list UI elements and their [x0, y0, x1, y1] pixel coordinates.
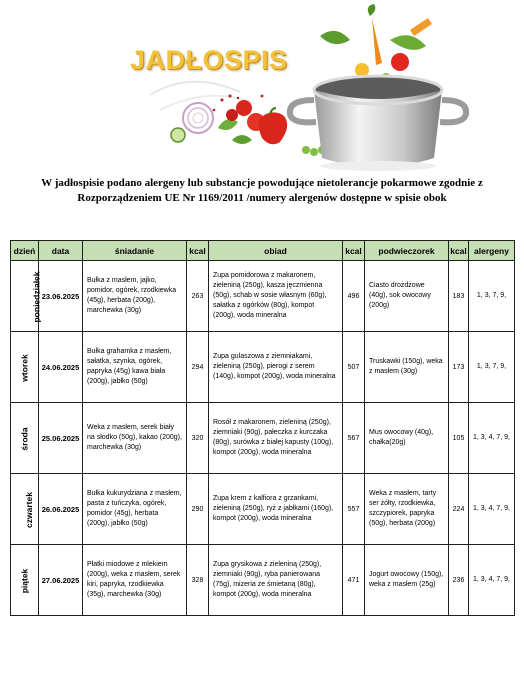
snack-kcal-cell: 173 — [449, 332, 469, 403]
date-cell: 27.06.2025 — [39, 545, 83, 616]
snack-kcal-cell: 236 — [449, 545, 469, 616]
header-lunch: obiad — [209, 241, 343, 261]
snack-cell: Jogurt owocowy (150g), weka z masłem (25g) — [365, 545, 449, 616]
table-row — [11, 403, 515, 474]
lunch-cell: Zupa krem z kalfiora z grzankami, zieleniną (250g), ryż z jabłkami (160g), kompot (200g), woda mineralna — [209, 474, 343, 545]
breakfast-kcal-cell: 328 — [187, 545, 209, 616]
header-kcal-breakfast: kcal — [187, 241, 209, 261]
day-label: czwartek — [23, 492, 34, 528]
lunch-cell: Zupa pomidorowa z makaronem, zieleniną (250g), kasza jęczmienna (50g), schab w sosie własnym (60g), sałatka z ogórków (80g), kompot (200g), woda mineralna — [209, 261, 343, 332]
breakfast-kcal-cell: 320 — [187, 403, 209, 474]
lunch-kcal-cell: 557 — [343, 474, 365, 545]
date-cell: 26.06.2025 — [39, 474, 83, 545]
lunch-kcal-cell: 471 — [343, 545, 365, 616]
header-snack: podwieczorek — [365, 241, 449, 261]
breakfast-cell: Płatki miodowe z mlekiem (200g), weka z masłem, serek kiri, papryka, rzodkiewka (35g), marchewka (30g) — [83, 545, 187, 616]
day-cell — [11, 332, 39, 403]
menu-table — [10, 240, 515, 616]
lunch-kcal-cell: 567 — [343, 403, 365, 474]
snack-kcal-cell: 183 — [449, 261, 469, 332]
breakfast-cell: Bułka z masłem, jajko, pomidor, ogórek, rzodkiewka (45g), herbata (200g), marchewka (30g) — [83, 261, 187, 332]
allergen-notice: W jadłospisie podano alergeny lub substancje powodujące nietolerancje pokarmowe zgodnie z Rozporządzeniem UE Nr 1169/2011 /numery alergenów dostępne w spisie obok — [41, 177, 483, 204]
allergens-cell: 1, 3, 4, 7, 9, — [469, 403, 515, 474]
header-kcal-lunch: kcal — [343, 241, 365, 261]
lunch-kcal-cell: 496 — [343, 261, 365, 332]
allergens-cell: 1, 3, 4, 7, 9, — [469, 474, 515, 545]
day-label: środa — [19, 427, 30, 451]
lunch-cell: Zupa gulaszowa z ziemniakami, zieleniną (250g), pierogi z serem (140g), kompot (200g), woda mineralna — [209, 332, 343, 403]
snack-kcal-cell: 224 — [449, 474, 469, 545]
day-cell — [11, 261, 42, 332]
snack-kcal-cell: 105 — [449, 403, 469, 474]
allergens-cell: 1, 3, 4, 7, 9, — [469, 545, 515, 616]
header-allergens: alergeny — [469, 241, 515, 261]
day-label: piątek — [19, 568, 30, 594]
header-kcal-snack: kcal — [449, 241, 469, 261]
breakfast-cell: Bułka grahamka z masłem, sałatka, szynka, ogórek, papryka (45g) kawa biała (200g), jabłko (50g) — [83, 332, 187, 403]
table-header-row — [11, 241, 515, 261]
allergens-cell: 1, 3, 7, 9, — [469, 261, 515, 332]
header-date: data — [39, 241, 83, 261]
breakfast-kcal-cell: 294 — [187, 332, 209, 403]
breakfast-cell: Weka z masłem, serek biały na słodko (50g), kakao (200g), marchewka (30g) — [83, 403, 187, 474]
lunch-kcal-cell: 507 — [343, 332, 365, 403]
snack-cell: Mus owocowy (40g), chałka(20g) — [365, 403, 449, 474]
breakfast-kcal-cell: 263 — [187, 261, 209, 332]
table-row — [11, 261, 515, 332]
snack-cell: Weka z masłem, tarty ser żółty, rzodkiewka, szczypiorek, papryka (50g), herbata (200g) — [365, 474, 449, 545]
allergens-cell: 1, 3, 7, 9, — [469, 332, 515, 403]
table-row — [11, 332, 515, 403]
breakfast-kcal-cell: 290 — [187, 474, 209, 545]
cooking-pot-vegetables-illustration — [0, 0, 524, 175]
menu-title: JADŁOSPIS — [130, 45, 288, 75]
table-row — [11, 474, 515, 545]
day-cell — [11, 545, 39, 616]
day-label: wtorek — [19, 354, 30, 382]
snack-cell: Ciasto drożdżowe (40g), sok owocowy (200g) — [365, 261, 449, 332]
date-cell: 23.06.2025 — [39, 261, 83, 332]
breakfast-cell: Bułka kukurydziana z masłem, pasta z tuńczyka, ogórek, pomidor (45g), herbata (200g), jabłko (50g) — [83, 474, 187, 545]
table-row — [11, 545, 515, 616]
lunch-cell: Rosół z makaronem, zieleniną (250g), ziemniaki (90g), pałeczka z kurczaka (80g), surówka z białej kapusty (100g), kompot (200g), woda mineralna — [209, 403, 343, 474]
lunch-cell: Zupa grysikowa z zieleniną (250g), ziemniaki (90g), ryba panierowana (75g), mizeria ze śmietaną (80g), kompot (200g), woda mineralna — [209, 545, 343, 616]
snack-cell: Truskawki (150g), weka z masłem (30g) — [365, 332, 449, 403]
date-cell: 25.06.2025 — [39, 403, 83, 474]
date-cell: 24.06.2025 — [39, 332, 83, 403]
day-label: poniedziałek — [31, 271, 42, 323]
day-cell — [11, 474, 39, 545]
day-cell — [11, 403, 39, 474]
header-day: dzień — [11, 241, 39, 261]
header-breakfast: śniadanie — [83, 241, 187, 261]
banner-illustration — [0, 0, 524, 175]
